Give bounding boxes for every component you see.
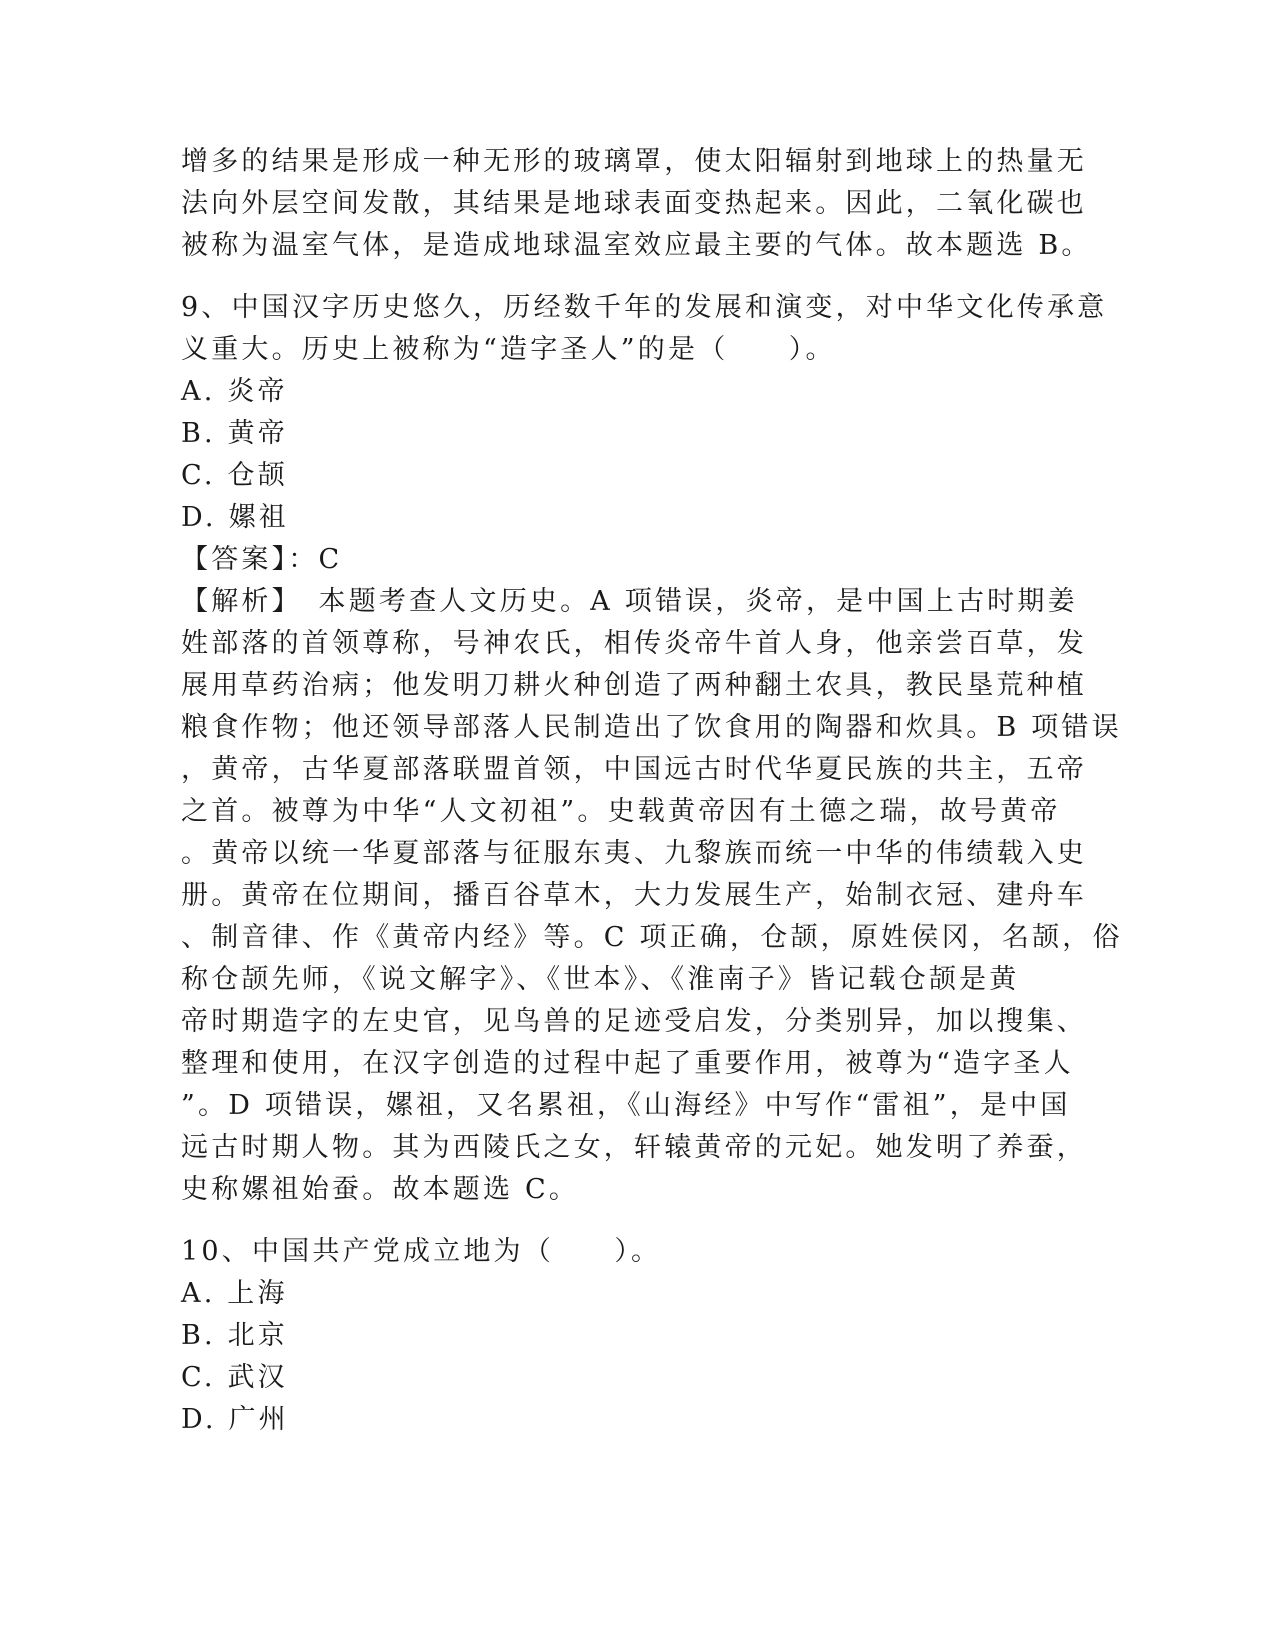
analysis-line: 。黄帝以统一华夏部落与征服东夷、九黎族而统一中华的伟绩载入史 bbox=[181, 838, 1087, 869]
option-b: B. 北京 bbox=[181, 1320, 289, 1351]
analysis-line: 姓部落的首领尊称，号神农氏，相传炎帝牛首人身，他亲尝百草，发 bbox=[181, 628, 1087, 659]
option-d: D. 广州 bbox=[181, 1404, 289, 1435]
analysis-line: 史称嫘祖始蚕。故本题选 C。 bbox=[181, 1174, 580, 1205]
explanation-line: 被称为温室气体，是造成地球温室效应最主要的气体。故本题选 B。 bbox=[181, 230, 1092, 261]
question-stem-line: 9、中国汉字历史悠久，历经数千年的发展和演变，对中华文化传承意 bbox=[181, 292, 1108, 323]
analysis-line: 之首。被尊为中华“人文初祖”。史载黄帝因有土德之瑞，故号黄帝 bbox=[181, 796, 1061, 827]
explanation-line: 增多的结果是形成一种无形的玻璃罩，使太阳辐射到地球上的热量无 bbox=[181, 146, 1087, 177]
analysis-line: 册。黄帝在位期间，播百谷草木，大力发展生产，始制衣冠、建舟车 bbox=[181, 880, 1087, 911]
option-d: D. 嫘祖 bbox=[181, 502, 289, 533]
option-a: A. 上海 bbox=[181, 1278, 288, 1309]
document-page bbox=[181, 141, 1123, 1441]
analysis-line: ”。D 项错误，嫘祖，又名累祖，《山海经》中写作“雷祖”，是中国 bbox=[181, 1090, 1071, 1121]
question-stem-line: 义重大。历史上被称为“造字圣人”的是（ ）。 bbox=[181, 334, 836, 365]
question-stem-line: 10、中国共产党成立地为（ ）。 bbox=[181, 1236, 662, 1267]
analysis-line: 远古时期人物。其为西陵氏之女，轩辕黄帝的元妃。她发明了养蚕， bbox=[181, 1132, 1087, 1163]
question-10 bbox=[181, 1231, 1081, 1441]
analysis-line: 粮食作物；他还领导部落人民制造出了饮食用的陶器和炊具。B 项错误 bbox=[181, 712, 1122, 743]
question-9 bbox=[181, 287, 1123, 1211]
answer-line: 【答案】：C bbox=[181, 544, 343, 575]
option-b: B. 黄帝 bbox=[181, 418, 289, 449]
analysis-line: 【解析】 本题考查人文历史。A 项错误，炎帝，是中国上古时期姜 bbox=[181, 586, 1078, 617]
previous-explanation bbox=[181, 141, 1092, 267]
analysis-line: 帝时期造字的左史官，见鸟兽的足迹受启发，分类别异，加以搜集、 bbox=[181, 1006, 1087, 1037]
analysis-line: ，黄帝，古华夏部落联盟首领，中国远古时代华夏民族的共主，五帝 bbox=[181, 754, 1087, 785]
analysis-line: 整理和使用，在汉字创造的过程中起了重要作用，被尊为“造字圣人 bbox=[181, 1048, 1074, 1079]
explanation-line: 法向外层空间发散，其结果是地球表面变热起来。因此，二氧化碳也 bbox=[181, 188, 1087, 219]
option-c: C. 仓颉 bbox=[181, 460, 288, 491]
option-a: A. 炎帝 bbox=[181, 376, 288, 407]
analysis-line: 称仓颉先师，《说文解字》、《世本》、《淮南子》皆记载仓颉是黄 bbox=[181, 964, 1020, 995]
option-c: C. 武汉 bbox=[181, 1362, 288, 1393]
analysis-line: 展用草药治病；他发明刀耕火种创造了两种翻土农具，教民垦荒种植 bbox=[181, 670, 1087, 701]
analysis-line: 、制音律、作《黄帝内经》等。C 项正确，仓颉，原姓侯冈，名颉，俗 bbox=[181, 922, 1123, 953]
